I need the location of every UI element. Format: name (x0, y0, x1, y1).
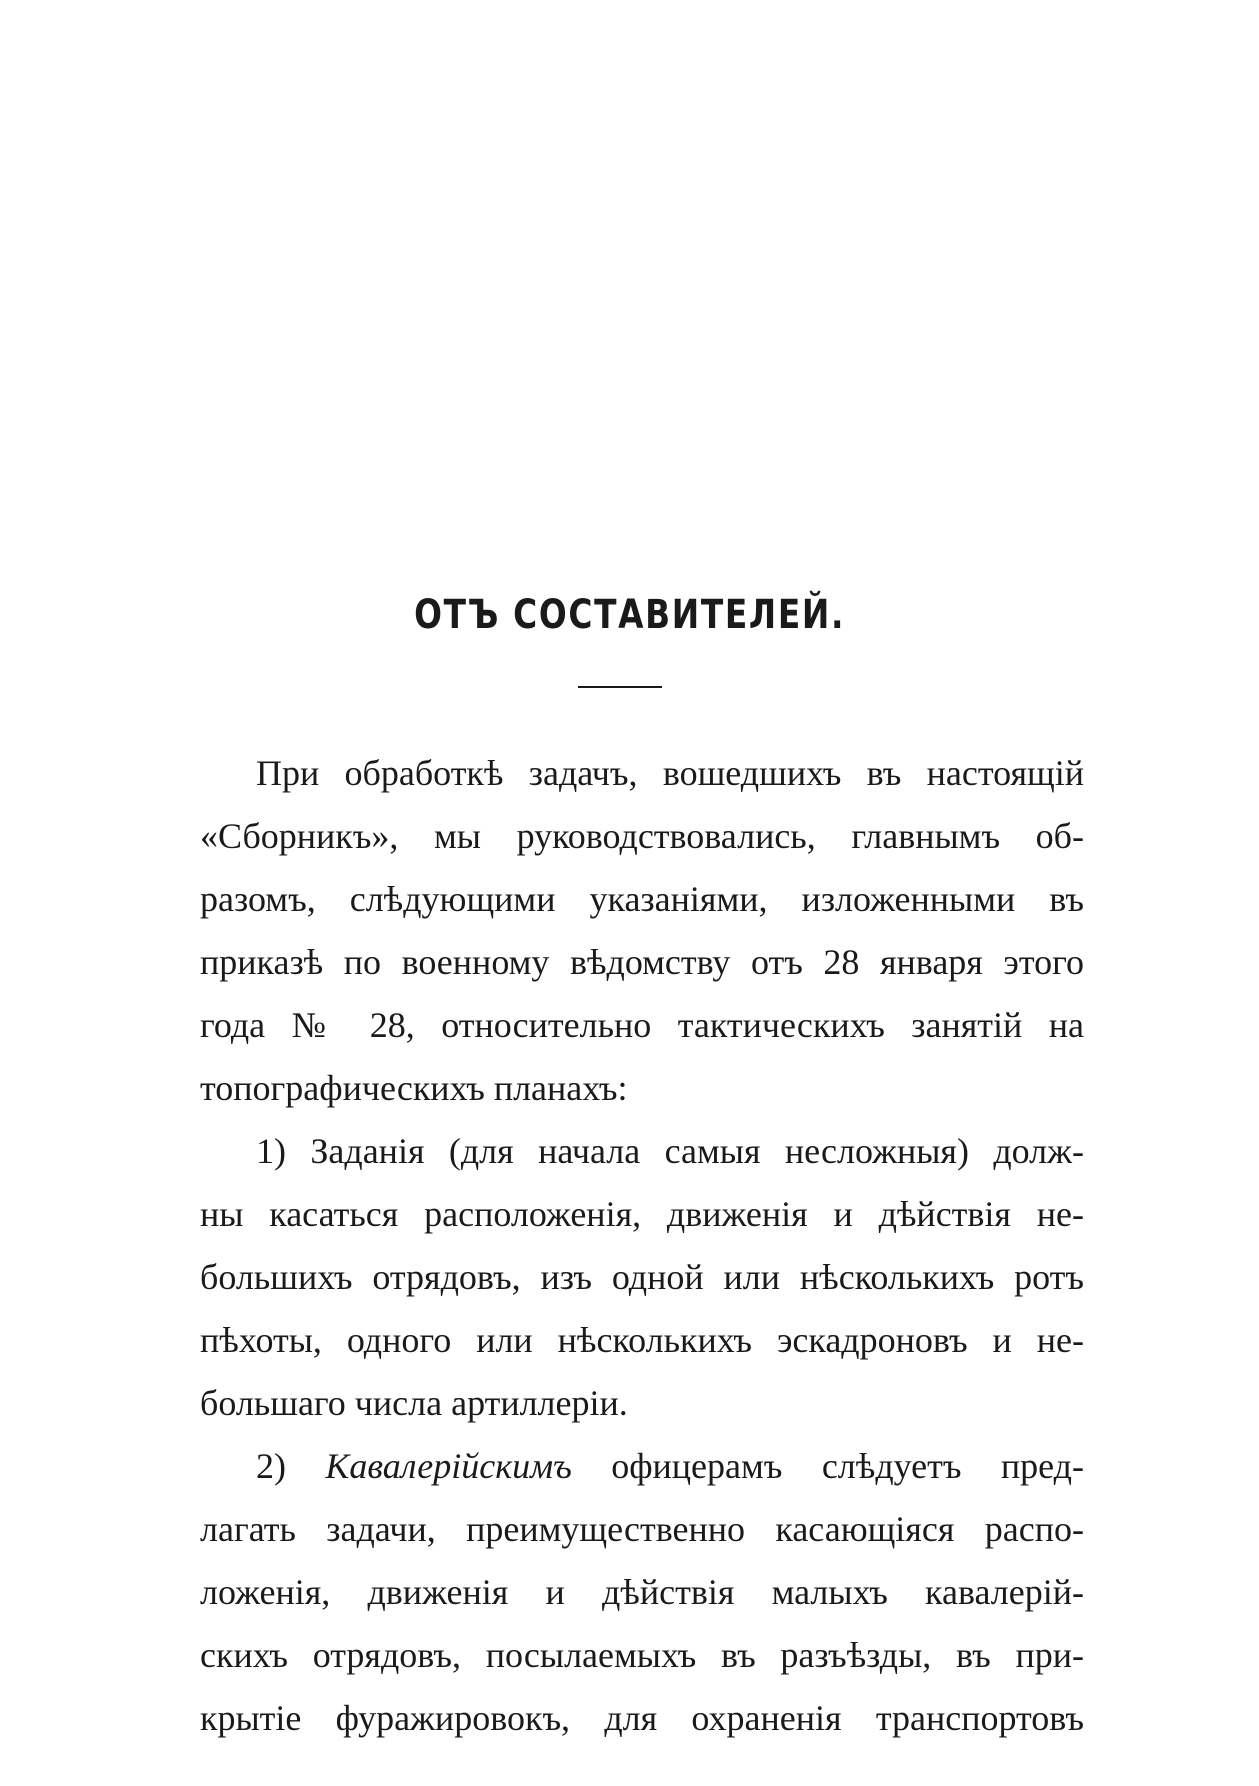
text-line: При обработкѣ задачъ, вошедшихъ въ настоящій (256, 753, 1084, 793)
text-line: топографическихъ планахъ: (200, 1068, 628, 1108)
text-line: года № 28, относительно тактическихъ занятій на (200, 1005, 1084, 1045)
text-line: ложенія, движенія и дѣйствія малыхъ кавалерій- (200, 1572, 1084, 1612)
text-line: пѣхоты, одного или нѣсколькихъ эскадроновъ и не- (200, 1320, 1084, 1360)
heading-divider (578, 686, 662, 688)
text-line: 1) Заданія (для начала самыя несложныя) долж- (256, 1131, 1084, 1171)
text-line: ны касаться расположенія, движенія и дѣйствія не- (200, 1194, 1084, 1234)
text-line: большаго числа артиллеріи. (200, 1383, 628, 1423)
text-line: приказѣ по военному вѣдомству отъ 28 января этого (200, 942, 1084, 982)
text-line: «Сборникъ», мы руководствовались, главнымъ об- (200, 816, 1084, 856)
body-text (200, 742, 1084, 1750)
italic-term: Кавалерійскимъ (325, 1446, 572, 1486)
text-line: разомъ, слѣдующими указаніями, изложенными въ (200, 879, 1084, 919)
text-line (200, 1435, 1084, 1498)
text-line: большихъ отрядовъ, изъ одной или нѣсколькихъ ротъ (200, 1257, 1084, 1297)
text-line: лагать задачи, преимущественно касающіяся распо- (200, 1509, 1084, 1549)
text-line: крытіе фуражировокъ, для охраненія транспортовъ (200, 1698, 1084, 1738)
page-heading: ОТЪ СОСТАВИТЕЛЕЙ. (414, 592, 846, 638)
text-span: 2) (256, 1446, 326, 1486)
text-line: скихъ отрядовъ, посылаемыхъ въ разъѣзды, въ при- (200, 1635, 1084, 1675)
text-span: офицерамъ слѣдуетъ пред- (571, 1446, 1084, 1486)
